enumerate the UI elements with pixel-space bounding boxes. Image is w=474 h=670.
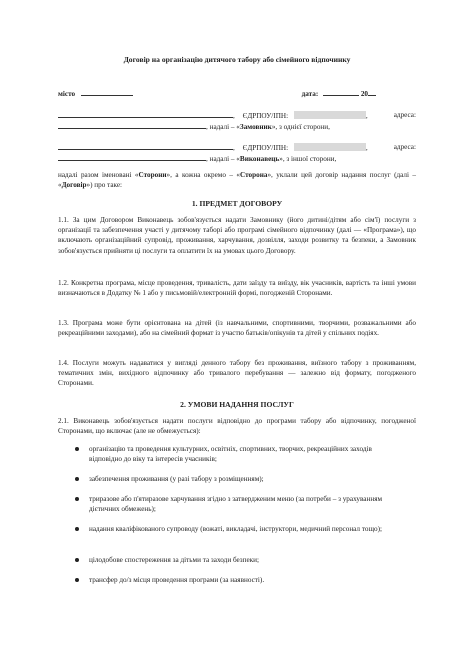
contractor-address-label: адреса: — [393, 143, 416, 151]
date-field[interactable] — [323, 88, 359, 96]
clause-1-3: 1.3. Програма може бути орієнтована на дітей (із навчальними, спортивними, творчими, розважальними або рекреаційними заходами), або на сімейний формат із участю батьків/опікунів та дітей у спільних подіях. — [58, 319, 416, 338]
customer-address-field[interactable] — [58, 121, 206, 129]
document-title: Договір на організацію дитячого табору або сімейного відпочинку — [123, 55, 351, 64]
section-1-heading: 1. ПРЕДМЕТ ДОГОВОРУ — [191, 199, 283, 208]
date-label: дата: — [301, 90, 319, 98]
city-date-line — [58, 88, 416, 99]
bullet-icon — [75, 477, 79, 481]
list-item: організацію та проведення культурних, освітніх, спортивних, творчих, рекреаційних заходів відповідно до віку та інтересів учасників; — [75, 444, 405, 464]
contractor-edrpou-label: ЄДРПОУ/ІПН: — [242, 144, 289, 152]
customer-address-label: адреса: — [393, 111, 416, 119]
bullet-icon — [75, 558, 79, 562]
year-field[interactable] — [368, 88, 376, 96]
city-field[interactable] — [81, 88, 133, 96]
customer-party-line1: , ЄДРПОУ/ІПН: , адреса: — [58, 110, 416, 121]
list-item: надання кваліфікованого супроводу (вожаті, викладачі, інструктори, медичний персонал тощо); — [75, 524, 405, 534]
contractor-role: Виконавець — [239, 155, 280, 163]
intro-paragraph: надалі разом іменовані «Сторони», а кожна окремо – «Сторона», уклали цей договір надання послуг (далі – «Договір») про таке: — [58, 171, 416, 190]
list-item: трансфер до/з місця проведення програми (за наявності). — [75, 575, 405, 585]
list-item: цілодобове спостереження за дітьми та заходи безпеки; — [75, 555, 405, 565]
bullet-icon — [75, 578, 79, 582]
contractor-party-line1: , ЄДРПОУ/ІПН: , адреса: — [58, 142, 416, 153]
customer-edrpou-label: ЄДРПОУ/ІПН: — [242, 112, 289, 120]
clause-2-1: 2.1. Виконавець зобов'язується надати послуги відповідно до програми табору або відпочинку, погодженої Сторонами, що включає (але не обмежується): — [58, 417, 416, 436]
bullet-icon — [75, 447, 79, 451]
contractor-edrpou-field[interactable] — [294, 143, 366, 151]
year-prefix: 20 — [360, 90, 368, 98]
city-label: місто — [58, 90, 76, 98]
clause-1-2: 1.2. Конкретна програма, місце проведення, тривалість, дати заїзду та виїзду, вік учасників, вартість та інші умови визначаються в Додатку № 1 або у письмовій/електронній формі, погодженій Сторонами. — [58, 279, 416, 298]
clause-1-1: 1.1. За цим Договором Виконавець зобов'язується надати Замовнику (його дитині/дітям або сім'ї) послуги з організації та забезпечення участі у дитячому таборі або програмі сімейного відпочинку (далі — «Програма»), що включають організаційний супровід, проживання, харчування, дозвілля, заходи розвитку та безпеки, а Замовник зобов'язується прийняти ці послуги та оплатити їх на умовах цього Договору. — [58, 216, 416, 255]
customer-party-line2: , надалі – «Замовник», з однієї сторони, — [58, 121, 416, 132]
list-item: забезпечення проживання (у разі табору з розміщенням); — [75, 474, 405, 484]
bullet-icon — [75, 497, 79, 501]
bullet-icon — [75, 527, 79, 531]
contractor-party-line2: , надалі – «Виконавець», з іншої сторони, — [58, 153, 416, 164]
section-2-heading: 2. УМОВИ НАДАННЯ ПОСЛУГ — [180, 400, 294, 409]
clause-1-4: 1.4. Послуги можуть надаватися у вигляді денного табору без проживання, виїзного табору з проживанням, тематичних змін, вихідного відпочинку або тривалого перебування — залежно від формату, погодженого Сторонами. — [58, 359, 416, 388]
customer-edrpou-field[interactable] — [294, 111, 366, 119]
contractor-name-field[interactable] — [58, 142, 233, 150]
contractor-address-field[interactable] — [58, 153, 206, 161]
list-item: триразове або п'ятиразове харчування згідно з затвердженим меню (за потреби – з урахуванням дієтичних обмежень); — [75, 494, 405, 514]
customer-name-field[interactable] — [58, 110, 233, 118]
customer-role: Замовник — [239, 123, 272, 131]
